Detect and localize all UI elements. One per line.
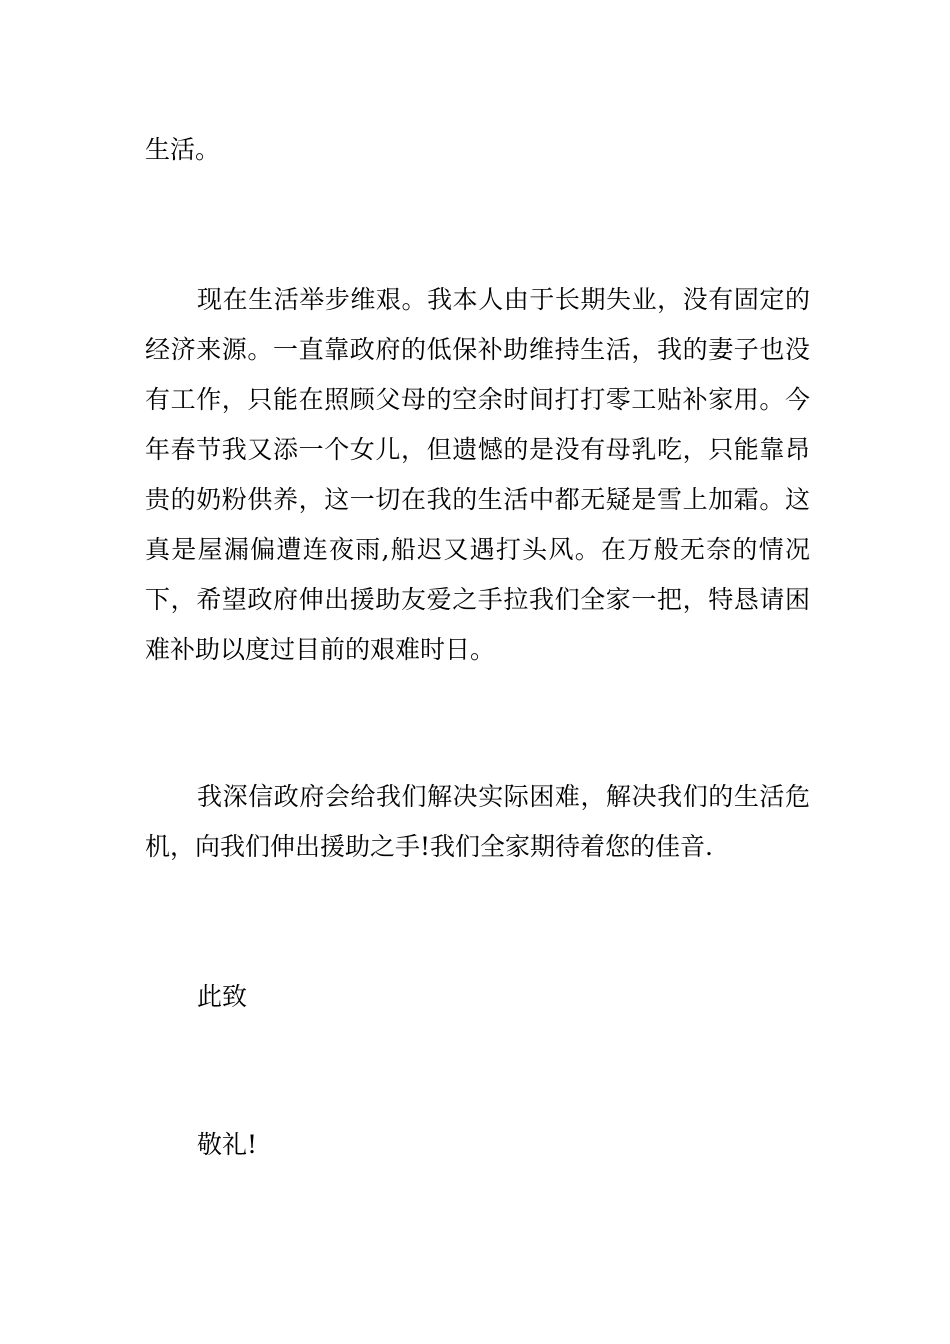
paragraph-continuation: 生活。 xyxy=(145,135,221,164)
paragraph-hardship: 现在生活举步维艰。我本人由于长期失业，没有固定的经济来源。一直靠政府的低保补助维持生活，我的妻子也没有工作，只能在照顾父母的空余时间打打零工贴补家用。今年春节我又添一个女儿，但遗憾的是没有母乳吃，只能靠昂贵的奶粉供养，这一切在我的生活中都无疑是雪上加霜。这真是屋漏偏遭连夜雨,船迟又遇打头风。在万般无奈的情况下，希望政府伸出援助友爱之手拉我们全家一把，特恳请困难补助以度过目前的艰难时日。 xyxy=(145,285,810,664)
closing-regards: 敬礼! xyxy=(197,1130,258,1159)
closing-salutation: 此致 xyxy=(197,982,248,1011)
paragraph-trust: 我深信政府会给我们解决实际困难，解决我们的生活危机，向我们伸出援助之手!我们全家期待着您的佳音. xyxy=(145,782,810,861)
